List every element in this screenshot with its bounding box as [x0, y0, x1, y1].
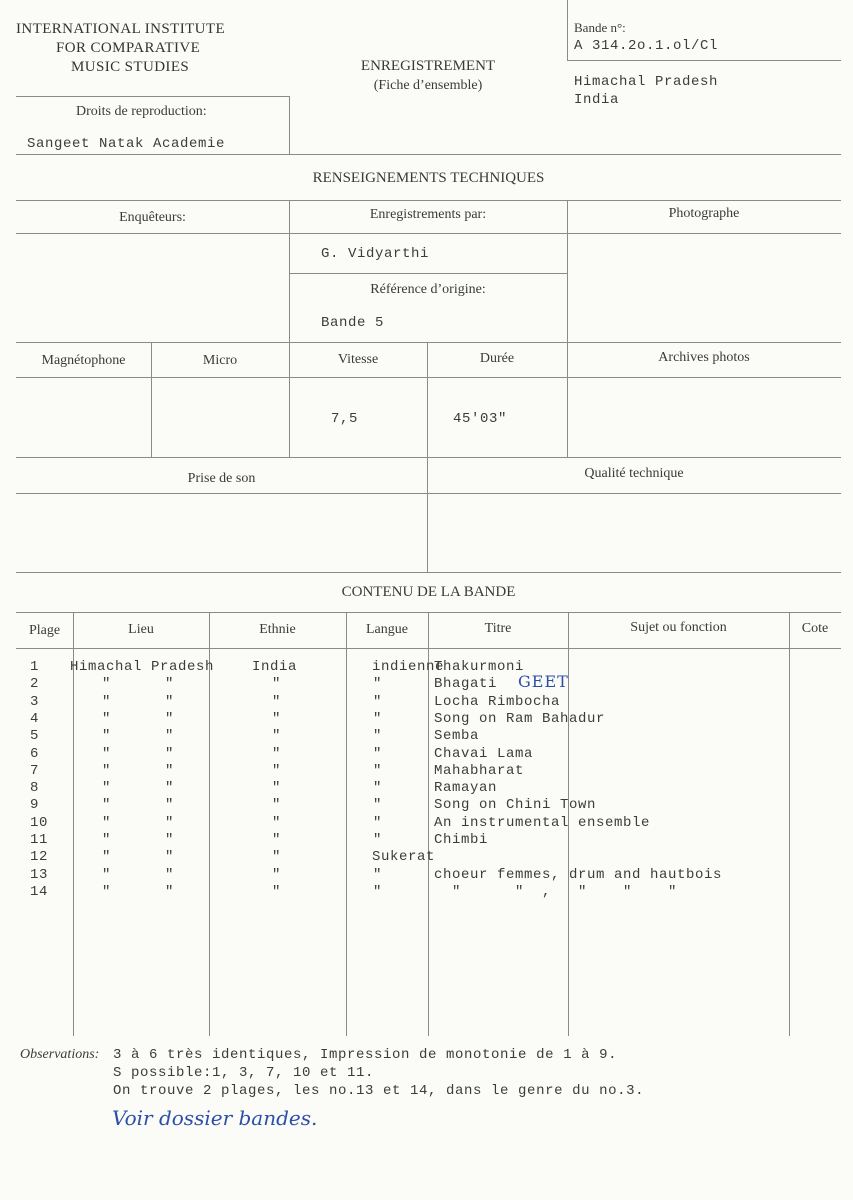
langue-cell: "	[373, 814, 383, 831]
observations-label: Observations:	[20, 1047, 100, 1062]
lieu-cell: " "	[102, 832, 175, 848]
form-title: ENREGISTREMENT	[360, 58, 496, 74]
titre-cell: Chavai Lama	[434, 745, 534, 762]
form-subtitle: (Fiche d’ensemble)	[373, 78, 483, 93]
plage-cell: 5	[30, 728, 40, 745]
titre-cell: An instrumental ensemble	[434, 814, 651, 831]
ethnie-cell: "	[272, 883, 282, 900]
langue-cell: "	[373, 762, 383, 779]
photographe-label: Photographe	[668, 206, 740, 221]
table-row	[0, 711, 853, 728]
reference-divider	[289, 273, 567, 274]
titre-cell: Chimbi	[434, 832, 489, 848]
plage-cell: 12	[30, 849, 49, 866]
titre-cell: Locha Rimbocha	[434, 693, 561, 710]
duree-label: Durée	[479, 351, 515, 366]
bande-box-left-border	[567, 0, 568, 60]
institute-line-1: INTERNATIONAL INSTITUTE	[16, 21, 226, 37]
titre-cell: Song on Ram Bahadur	[434, 710, 606, 727]
plage-cell: 1	[30, 659, 40, 675]
tech-row2-border	[16, 342, 841, 343]
ethnie-cell: "	[272, 832, 282, 848]
bande-box-bottom-border	[567, 60, 841, 61]
plage-cell: 10	[30, 814, 49, 831]
plage-cell: 14	[30, 883, 49, 900]
prise-de-son-label: Prise de son	[187, 471, 256, 486]
header-plage: Plage	[28, 623, 61, 638]
vitesse-label: Vitesse	[337, 352, 379, 367]
rights-value: Sangeet Natak Academie	[27, 136, 226, 152]
langue-cell: "	[373, 883, 383, 900]
enregistrements-value: G. Vidyarthi	[321, 246, 430, 262]
lieu-cell: Himachal Pradesh	[70, 659, 215, 675]
rights-box-right-border	[289, 96, 290, 154]
plage-cell: 11	[30, 832, 49, 848]
lieu-cell: " "	[102, 762, 175, 779]
rights-label: Droits de reproduction:	[76, 104, 207, 119]
lieu-cell: " "	[102, 693, 175, 710]
table-row	[0, 849, 853, 866]
bande-region: Himachal Pradesh	[574, 74, 719, 90]
ethnie-cell: "	[272, 780, 282, 797]
titre-cell: Ramayan	[434, 780, 498, 797]
reference-label: Référence d’origine:	[370, 282, 486, 297]
rights-box-top-border	[16, 96, 289, 97]
plage-cell: 8	[30, 780, 40, 797]
titre-cell: " " , " " "	[434, 883, 678, 900]
ethnie-cell: "	[272, 762, 282, 779]
table-row	[0, 815, 853, 832]
track-list	[0, 659, 853, 1029]
ethnie-cell: "	[272, 814, 282, 831]
ethnie-cell: "	[272, 745, 282, 762]
titre-cell: Semba	[434, 728, 480, 745]
header-sujet: Sujet ou fonction	[630, 620, 727, 635]
lieu-cell: " "	[102, 676, 175, 693]
handwritten-note: Voir dossier bandes.	[112, 1106, 318, 1130]
tech-row1-border	[16, 233, 841, 234]
titre-cell: choeur femmes, drum and hautbois	[434, 866, 723, 883]
plage-cell: 7	[30, 762, 40, 779]
tech-heading: RENSEIGNEMENTS TECHNIQUES	[312, 170, 545, 186]
ethnie-cell: "	[272, 693, 282, 710]
header-titre: Titre	[484, 621, 512, 636]
institute-line-2: FOR COMPARATIVE	[56, 40, 201, 56]
tech-row5-border	[16, 493, 841, 494]
qualite-technique-label: Qualité technique	[584, 466, 684, 481]
header-cote: Cote	[801, 621, 829, 636]
lieu-cell: " "	[102, 728, 175, 745]
lieu-cell: " "	[102, 883, 175, 900]
plage-cell: 13	[30, 866, 49, 883]
bande-country: India	[574, 92, 620, 108]
archives-photos-label: Archives photos	[658, 350, 750, 365]
observations-line-1: 3 à 6 très identiques, Impression de monotonie de 1 à 9.	[113, 1047, 618, 1063]
bande-number: A 314.2o.1.ol/Cl	[574, 38, 719, 54]
table-row	[0, 867, 853, 884]
langue-cell: "	[373, 676, 383, 693]
table-row	[0, 780, 853, 797]
plage-cell: 2	[30, 676, 40, 693]
table-row	[0, 659, 853, 676]
langue-cell: "	[373, 745, 383, 762]
lieu-cell: " "	[102, 780, 175, 797]
tech-divider-1	[289, 200, 290, 457]
ethnie-cell: "	[272, 676, 282, 693]
lieu-cell: " "	[102, 814, 175, 831]
table-row	[0, 763, 853, 780]
contenu-heading: CONTENU DE LA BANDE	[341, 584, 516, 600]
tech-top-border	[16, 200, 841, 201]
plage-cell: 4	[30, 710, 40, 727]
bande-label: Bande n°:	[574, 20, 626, 35]
plage-cell: 9	[30, 797, 40, 814]
table-row	[0, 728, 853, 745]
duree-value: 45'03"	[453, 411, 508, 427]
lieu-cell: " "	[102, 745, 175, 762]
tech-row3-border	[16, 377, 841, 378]
titre-cell: Song on Chini Town	[434, 797, 597, 814]
ethnie-cell: India	[252, 659, 298, 675]
lieu-cell: " "	[102, 866, 175, 883]
ethnie-cell: "	[272, 849, 282, 866]
titre-cell: Bhagati	[434, 676, 498, 693]
contenu-header-border	[16, 648, 841, 649]
observations-line-3: On trouve 2 plages, les no.13 et 14, dans le genre du no.3.	[113, 1083, 645, 1099]
langue-cell: "	[373, 866, 383, 883]
plage-cell: 6	[30, 745, 40, 762]
header-langue: Langue	[366, 622, 408, 637]
langue-cell: "	[373, 710, 383, 727]
magnetophone-label: Magnétophone	[41, 353, 126, 368]
table-row	[0, 746, 853, 763]
plage-cell: 3	[30, 693, 40, 710]
lieu-cell: " "	[102, 797, 175, 814]
table-row	[0, 672, 853, 693]
tech-row4-border	[16, 457, 841, 458]
header-ethnie: Ethnie	[259, 622, 296, 637]
langue-cell: Sukerat	[372, 849, 436, 866]
langue-cell: indienne	[372, 659, 445, 675]
observations-line-2: S possible:1, 3, 7, 10 et 11.	[113, 1065, 375, 1081]
header-lieu: Lieu	[128, 622, 154, 637]
table-row	[0, 694, 853, 711]
titre-cell: Mahabharat	[434, 762, 525, 779]
ethnie-cell: "	[272, 866, 282, 883]
titre-cell: Thakurmoni	[434, 659, 525, 675]
langue-cell: "	[373, 780, 383, 797]
enregistrements-label: Enregistrements par:	[369, 207, 487, 222]
ethnie-cell: "	[272, 797, 282, 814]
langue-cell: "	[373, 693, 383, 710]
institute-line-3: MUSIC STUDIES	[71, 59, 190, 75]
tech-bottom-border	[16, 572, 841, 573]
langue-cell: "	[373, 832, 383, 848]
lieu-cell: " "	[102, 849, 175, 866]
reference-value: Bande 5	[321, 315, 385, 331]
ethnie-cell: "	[272, 710, 282, 727]
langue-cell: "	[373, 797, 383, 814]
langue-cell: "	[373, 728, 383, 745]
micro-label: Micro	[202, 353, 238, 368]
handwritten-annotation: GEET	[518, 672, 569, 692]
ethnie-cell: "	[272, 728, 282, 745]
table-row	[0, 832, 853, 849]
vitesse-value: 7,5	[331, 411, 359, 427]
header-divider	[16, 154, 841, 155]
institute-name	[16, 20, 225, 77]
table-row	[0, 884, 853, 901]
enqueteurs-label: Enquêteurs:	[119, 210, 186, 225]
lieu-cell: " "	[102, 710, 175, 727]
table-row	[0, 797, 853, 814]
